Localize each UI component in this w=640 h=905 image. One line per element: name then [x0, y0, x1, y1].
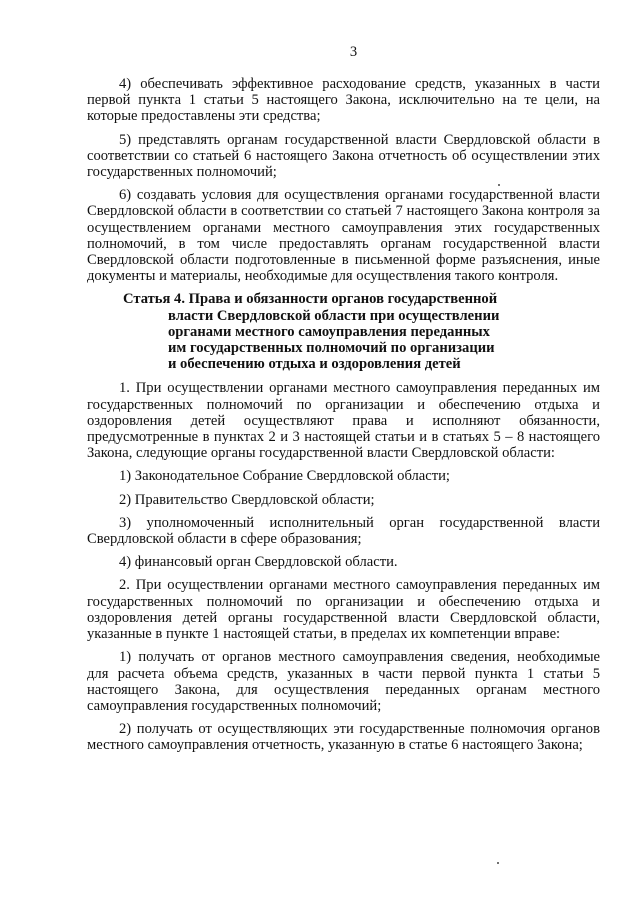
list-item: 1) получать от органов местного самоуправления сведения, необходимые для расчета объема средств, указанных в части первой пункта 1 статьи 5 настоящего Закона, для осуществления переданных органам местного самоуправления государственных полномочий; — [87, 649, 600, 714]
paragraph: 5) представлять органам государственной власти Свердловской области в соответствии со статьей 6 настоящего Закона отчетность об осуществлении этих государственных полномочий; — [87, 131, 600, 181]
list-item: 1) Законодательное Собрание Свердловской области; — [119, 468, 450, 485]
list-item: 2) Правительство Свердловской области; — [119, 491, 375, 508]
article-heading — [87, 291, 600, 372]
list-item: 2) получать от осуществляющих эти государственные полномочия органов местного самоуправления отчетность, указанную в статье 6 настоящего Закона; — [87, 721, 600, 754]
article-heading-line: Статья 4. Права и обязанности органов государственной — [123, 291, 498, 308]
article-heading-line: органами местного самоуправления переданных — [168, 323, 490, 340]
list-item: 3) уполномоченный исполнительный орган государственной власти Свердловской области в сфере образования; — [87, 514, 600, 548]
scan-speck — [498, 184, 500, 186]
paragraph: 4) обеспечивать эффективное расходование средств, указанных в части первой пункта 1 статьи 5 настоящего Закона, исключительно на те цели, на которые предоставлены эти средства; — [87, 76, 600, 125]
paragraph: 1. При осуществлении органами местного самоуправления переданных им государственных полномочий по организации и обеспечению отдыха и оздоровления детей осуществляют права и исполняют обязанности, предусмотренные в пунктах 2 и 3 настоящей статьи и в статьях 5 – 8 настоящего Закона, следующие органы государственной власти Свердловской области: — [87, 380, 600, 462]
list-item: 4) финансовый орган Свердловской области. — [119, 554, 398, 571]
paragraph: 6) создавать условия для осуществления органами государственной власти Свердловской области в соответствии со статьей 7 настоящего Закона контроля за осуществлением органами местного самоуправления этих государственных полномочий, в том числе предоставлять органам государственной власти Свердловской области подготовленные в письменной форме разъяснения, иные документы и материалы, необходимые для осуществления такого контроля. — [87, 187, 600, 285]
paragraph: 2. При осуществлении органами местного самоуправления переданных им государственных полномочий по организации и обеспечению отдыха и оздоровления детей органы государственной власти Свердловской области, указанные в пункте 1 настоящей статьи, в пределах их компетенции вправе: — [87, 577, 600, 643]
scan-speck — [497, 862, 499, 864]
article-heading-line: им государственных полномочий по организации — [168, 340, 495, 357]
page-number: 3 — [349, 44, 358, 60]
article-heading-line: и обеспечению отдыха и оздоровления детей — [168, 356, 461, 373]
article-heading-line: власти Свердловской области при осуществлении — [168, 307, 500, 324]
